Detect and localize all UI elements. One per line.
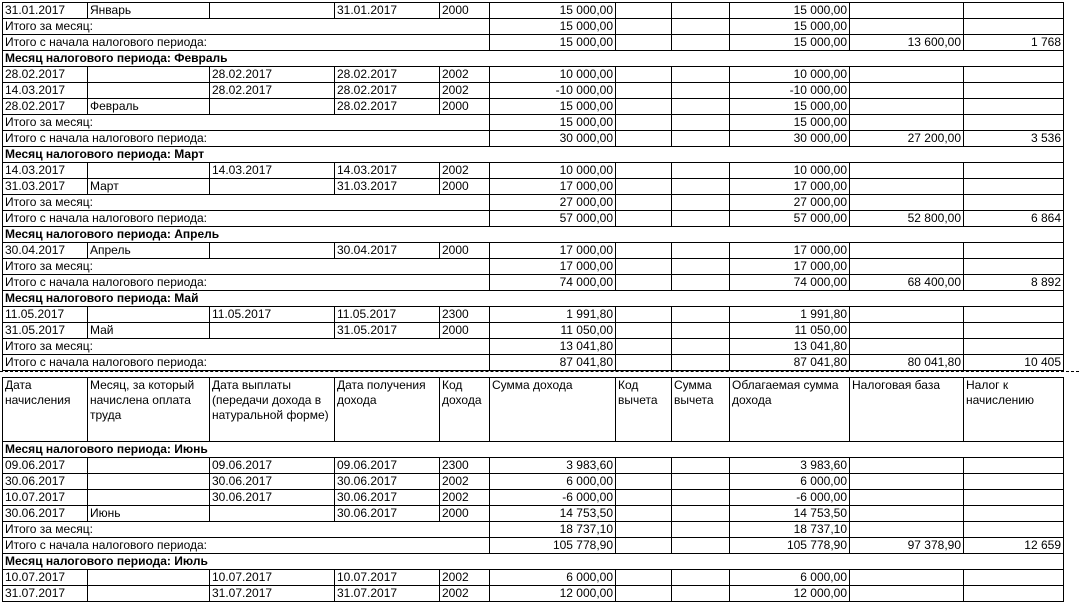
table-cell [616, 458, 672, 474]
column-header: Налоговая база [850, 378, 964, 442]
table-cell: 28.02.2017 [3, 99, 88, 115]
table-cell [672, 506, 730, 522]
table-cell: Май [88, 323, 210, 339]
period-total-tax: 8 892 [964, 275, 1064, 291]
table-cell [964, 570, 1064, 586]
table-cell [210, 506, 335, 522]
table-cell: 1 991,80 [730, 307, 850, 323]
table-cell: 17 000,00 [490, 179, 616, 195]
table-cell: 31.01.2017 [3, 3, 88, 19]
period-total-row [3, 538, 1064, 554]
table-cell: 15 000,00 [730, 99, 850, 115]
table-cell: 30.04.2017 [335, 243, 440, 259]
period-total-base: 97 378,90 [850, 538, 964, 554]
table-cell: 31.07.2017 [210, 586, 335, 602]
period-total-taxable: 57 000,00 [730, 211, 850, 227]
table-cell: 30.06.2017 [210, 490, 335, 506]
month-total-row [3, 522, 1064, 538]
month-total-taxable: 27 000,00 [730, 195, 850, 211]
table-cell: 28.02.2017 [335, 99, 440, 115]
period-total-income: 87 041,80 [490, 355, 616, 371]
table-cell [88, 586, 210, 602]
month-section-label: Месяц налогового периода: Февраль [3, 51, 1064, 67]
period-total-income: 105 778,90 [490, 538, 616, 554]
month-total-taxable: 15 000,00 [730, 115, 850, 131]
month-section-label: Месяц налогового периода: Март [3, 147, 1064, 163]
table-cell [964, 458, 1064, 474]
table-cell: 30.06.2017 [335, 490, 440, 506]
table-cell: Апрель [88, 243, 210, 259]
table-cell: 30.06.2017 [3, 506, 88, 522]
table-cell [672, 570, 730, 586]
table-cell: 17 000,00 [730, 179, 850, 195]
period-total-base: 52 800,00 [850, 211, 964, 227]
period-total-label: Итого с начала налогового периода: [3, 211, 490, 227]
period-total-tax: 1 768 [964, 35, 1064, 51]
table-cell: 2000 [440, 506, 490, 522]
table-cell: -6 000,00 [490, 490, 616, 506]
table-cell: 6 000,00 [730, 474, 850, 490]
table-cell [850, 506, 964, 522]
table-cell: 28.02.2017 [3, 67, 88, 83]
period-total-tax: 12 659 [964, 538, 1064, 554]
period-total-tax: 6 864 [964, 211, 1064, 227]
column-header: Налог к начислению [964, 378, 1064, 442]
table-cell [672, 458, 730, 474]
table-cell [616, 538, 672, 554]
period-total-taxable: 30 000,00 [730, 131, 850, 147]
table-cell: 31.07.2017 [3, 586, 88, 602]
table-cell: 10 000,00 [730, 163, 850, 179]
month-total-income: 18 737,10 [490, 522, 616, 538]
month-section-label: Месяц налогового периода: Апрель [3, 227, 1064, 243]
table-cell: -10 000,00 [490, 83, 616, 99]
table-cell [850, 490, 964, 506]
table-cell: 11 050,00 [490, 323, 616, 339]
period-total-label: Итого с начала налогового периода: [3, 275, 490, 291]
table-cell: 28.02.2017 [210, 67, 335, 83]
period-total-taxable: 87 041,80 [730, 355, 850, 371]
month-section-label: Месяц налогового периода: Май [3, 291, 1064, 307]
month-section-row [3, 554, 1064, 570]
table-cell: 14 753,50 [730, 506, 850, 522]
column-header: Сумма дохода [490, 378, 616, 442]
period-total-taxable: 15 000,00 [730, 35, 850, 51]
month-total-income: 27 000,00 [490, 195, 616, 211]
month-total-income: 15 000,00 [490, 115, 616, 131]
table-cell: 31.01.2017 [335, 3, 440, 19]
table-cell: 31.03.2017 [3, 179, 88, 195]
period-total-tax: 10 405 [964, 355, 1064, 371]
month-total-label: Итого за месяц: [3, 522, 490, 538]
table-cell: 10.07.2017 [335, 570, 440, 586]
table-cell: 14.03.2017 [3, 83, 88, 99]
table-cell: 10.07.2017 [210, 570, 335, 586]
table-row [3, 570, 1064, 586]
table-cell: 2002 [440, 163, 490, 179]
table-cell: 6 000,00 [490, 570, 616, 586]
table-cell: 10.07.2017 [3, 490, 88, 506]
table-cell [964, 522, 1064, 538]
table-cell: -6 000,00 [730, 490, 850, 506]
table-row [3, 506, 1064, 522]
period-total-income: 30 000,00 [490, 131, 616, 147]
table-cell: 1 991,80 [490, 307, 616, 323]
table-cell [616, 506, 672, 522]
period-total-taxable: 74 000,00 [730, 275, 850, 291]
table-cell [850, 458, 964, 474]
period-total-label: Итого с начала налогового периода: [3, 538, 490, 554]
month-total-income: 15 000,00 [490, 19, 616, 35]
column-header: Сумма вычета [672, 378, 730, 442]
table-cell: 15 000,00 [730, 3, 850, 19]
period-total-label: Итого с начала налогового периода: [3, 131, 490, 147]
period-total-base: 80 041,80 [850, 355, 964, 371]
header-row [3, 378, 1064, 442]
period-total-income: 15 000,00 [490, 35, 616, 51]
table-cell [88, 458, 210, 474]
table-cell: 2002 [440, 570, 490, 586]
month-section-row [3, 442, 1064, 458]
table-row [3, 490, 1064, 506]
table-row [3, 474, 1064, 490]
table-cell [964, 506, 1064, 522]
table-cell: 2000 [440, 243, 490, 259]
column-header: Код вычета [616, 378, 672, 442]
table-cell: 17 000,00 [730, 243, 850, 259]
table-cell: 14.03.2017 [335, 163, 440, 179]
table-cell: 10 000,00 [730, 67, 850, 83]
table-cell [616, 570, 672, 586]
table-cell: 11.05.2017 [210, 307, 335, 323]
table-cell: 14.03.2017 [3, 163, 88, 179]
period-total-income: 57 000,00 [490, 211, 616, 227]
table-cell [616, 474, 672, 490]
table-cell: 2002 [440, 490, 490, 506]
table-cell: 31.05.2017 [335, 323, 440, 339]
table-cell: 2002 [440, 474, 490, 490]
table-cell [616, 586, 672, 602]
table-cell [672, 586, 730, 602]
table-cell: 10.07.2017 [3, 570, 88, 586]
table-cell: 6 000,00 [490, 474, 616, 490]
table-cell: 2002 [440, 586, 490, 602]
table-cell: 31.03.2017 [335, 179, 440, 195]
table-cell: 17 000,00 [490, 243, 616, 259]
table-cell [672, 538, 730, 554]
table-row [3, 586, 1064, 602]
table-cell: 28.02.2017 [335, 67, 440, 83]
column-header: Дата получения дохода [335, 378, 440, 442]
table-cell: 31.07.2017 [335, 586, 440, 602]
table-cell [672, 522, 730, 538]
table-cell: 14 753,50 [490, 506, 616, 522]
table-cell: 11.05.2017 [3, 307, 88, 323]
table-cell [850, 586, 964, 602]
month-section-label: Месяц налогового периода: Июль [3, 554, 1064, 570]
month-total-taxable: 15 000,00 [730, 19, 850, 35]
table-cell: Март [88, 179, 210, 195]
column-header: Месяц, за который начислена оплата труда [88, 378, 210, 442]
table-cell: -10 000,00 [730, 83, 850, 99]
table-cell [88, 570, 210, 586]
period-total-base: 27 200,00 [850, 131, 964, 147]
table-cell: 2000 [440, 179, 490, 195]
table-cell [850, 570, 964, 586]
table-cell: 28.02.2017 [210, 83, 335, 99]
period-total-tax: 3 536 [964, 131, 1064, 147]
table-cell: 12 000,00 [730, 586, 850, 602]
month-total-label: Итого за месяц: [3, 195, 490, 211]
column-header: Дата начисления [3, 378, 88, 442]
column-header: Облагаемая сумма дохода [730, 378, 850, 442]
month-total-label: Итого за месяц: [3, 339, 490, 355]
period-total-income: 74 000,00 [490, 275, 616, 291]
table-cell: 09.06.2017 [210, 458, 335, 474]
table-cell [964, 586, 1064, 602]
table-cell: Июнь [88, 506, 210, 522]
column-header: Код дохода [440, 378, 490, 442]
period-total-base: 13 600,00 [850, 35, 964, 51]
month-total-taxable: 17 000,00 [730, 259, 850, 275]
period-total-label: Итого с начала налогового периода: [3, 35, 490, 51]
table-cell: 14.03.2017 [210, 163, 335, 179]
table-row [3, 458, 1064, 474]
table-cell [616, 490, 672, 506]
month-total-label: Итого за месяц: [3, 259, 490, 275]
table-cell: 30.06.2017 [3, 474, 88, 490]
table-cell: 15 000,00 [490, 3, 616, 19]
month-section-label: Месяц налогового периода: Июнь [3, 442, 1064, 458]
table-cell: 2002 [440, 67, 490, 83]
table-cell [850, 522, 964, 538]
month-total-taxable: 18 737,10 [730, 522, 850, 538]
table-cell: 2000 [440, 323, 490, 339]
month-total-label: Итого за месяц: [3, 115, 490, 131]
period-total-taxable: 105 778,90 [730, 538, 850, 554]
column-header: Дата выплаты (передачи дохода в натуральной форме) [210, 378, 335, 442]
table-cell: 2002 [440, 83, 490, 99]
month-total-taxable: 13 041,80 [730, 339, 850, 355]
table-cell: 10 000,00 [490, 67, 616, 83]
table-cell: 10 000,00 [490, 163, 616, 179]
table-cell: 12 000,00 [490, 586, 616, 602]
table-cell [88, 474, 210, 490]
table-cell: 30.06.2017 [210, 474, 335, 490]
table-cell: 2000 [440, 3, 490, 19]
table-cell [964, 474, 1064, 490]
table-cell: 3 983,60 [730, 458, 850, 474]
table-cell: 6 000,00 [730, 570, 850, 586]
period-total-label: Итого с начала налогового периода: [3, 355, 490, 371]
table-cell [88, 490, 210, 506]
table-cell [672, 490, 730, 506]
table-cell: 30.06.2017 [335, 474, 440, 490]
table-cell: 09.06.2017 [3, 458, 88, 474]
table-cell: 30.04.2017 [3, 243, 88, 259]
month-total-income: 17 000,00 [490, 259, 616, 275]
table-cell [672, 474, 730, 490]
table-cell: 11.05.2017 [335, 307, 440, 323]
table-cell: 3 983,60 [490, 458, 616, 474]
table-cell [964, 490, 1064, 506]
table-cell: 2300 [440, 458, 490, 474]
month-total-income: 13 041,80 [490, 339, 616, 355]
table-cell: Февраль [88, 99, 210, 115]
table-cell: 15 000,00 [490, 99, 616, 115]
table-cell [850, 474, 964, 490]
table-cell: 11 050,00 [730, 323, 850, 339]
period-total-base: 68 400,00 [850, 275, 964, 291]
table-cell: 30.06.2017 [335, 506, 440, 522]
table-cell: Январь [88, 3, 210, 19]
table-cell: 2000 [440, 99, 490, 115]
table-cell [616, 522, 672, 538]
table-cell: 31.05.2017 [3, 323, 88, 339]
table-cell: 2300 [440, 307, 490, 323]
tax-register-table-bottom [2, 377, 1064, 602]
month-total-label: Итого за месяц: [3, 19, 490, 35]
table-cell: 09.06.2017 [335, 458, 440, 474]
table-cell: 28.02.2017 [335, 83, 440, 99]
